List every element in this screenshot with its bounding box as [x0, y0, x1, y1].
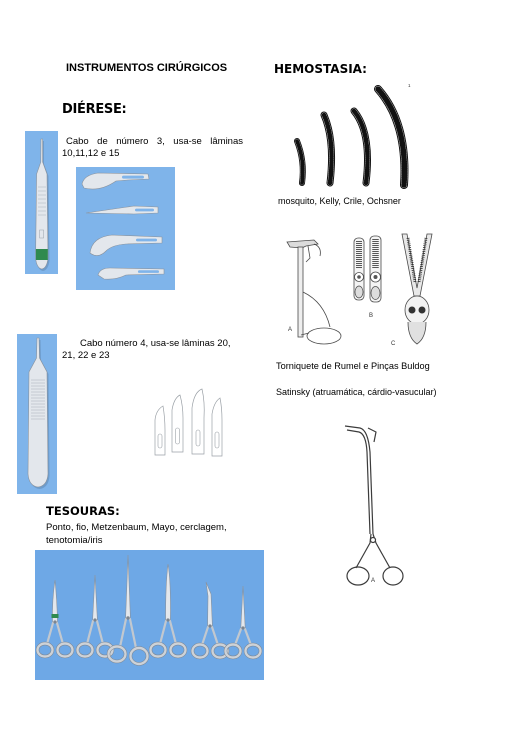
scalpel-blades-20-23-figure [150, 388, 225, 458]
satinsky-clamp-icon [345, 426, 403, 585]
satinsky-label-a: A [371, 578, 376, 584]
hemostat-crile [354, 111, 368, 183]
bulldog-clamp-large [402, 234, 432, 344]
tourniquet-bulldog-figure [284, 232, 442, 350]
tesouras-caption-line2: tenotomia/iris [46, 535, 103, 546]
tesouras-heading: TESOURAS: [46, 504, 120, 518]
satinsky-caption: Satinsky (atruamática, cárdio-vasucular) [276, 387, 437, 397]
handle-3-caption-line1: Cabo de número 3, usa-se lâminas [66, 136, 243, 147]
curved-hemostats-icon [297, 89, 404, 185]
curved-hemostats-figure [290, 85, 415, 190]
blade-20 [155, 406, 165, 455]
blade-22 [192, 389, 204, 454]
scalpel-blades-20-23-icon [155, 389, 222, 456]
rumel-tourniquet [287, 240, 341, 344]
scalpel-handle-4-photo [17, 334, 57, 494]
hemostats-figure-mark: 1 [408, 83, 411, 88]
dierese-heading: DIÉRESE: [62, 102, 127, 117]
hemostasia-heading: HEMOSTASIA: [274, 62, 367, 76]
scalpel-blades-10-11-12-15-photo [76, 167, 175, 290]
hemostat-mosquito [297, 141, 303, 183]
blade-23 [212, 398, 222, 456]
tourniquet-label-a: A [288, 327, 293, 333]
tourniquet-bulldog-clamps-icon [287, 234, 432, 344]
bulldog-clamp-2 [370, 236, 381, 302]
scalpel-handle-3-photo [25, 131, 58, 274]
tourniquet-caption: Torniquete de Rumel e Pinças Buldog [276, 361, 430, 371]
hemostat-kelly [324, 115, 332, 183]
handle-4-caption-line2: 21, 22 e 23 [62, 350, 110, 361]
handle-3-caption-line2: 10,11,12 e 15 [62, 148, 120, 159]
blade-21 [172, 395, 183, 452]
tesouras-caption-line1: Ponto, fio, Metzenbaum, Mayo, cerclagem, [46, 522, 227, 533]
hemostat-ochsner [378, 89, 404, 185]
bulldog-clamp-1 [354, 238, 364, 300]
handle-4-caption-line1: Cabo número 4, usa-se lâminas 20, [80, 338, 231, 349]
bulldog-label-b: B [369, 313, 374, 319]
page-title: INSTRUMENTOS CIRÚRGICOS [66, 62, 228, 74]
scissors-photo [35, 550, 264, 680]
hemostats-caption: mosquito, Kelly, Crile, Ochsner [278, 196, 401, 206]
bulldog-label-c: C [391, 341, 396, 347]
satinsky-clamp-figure [340, 422, 412, 592]
